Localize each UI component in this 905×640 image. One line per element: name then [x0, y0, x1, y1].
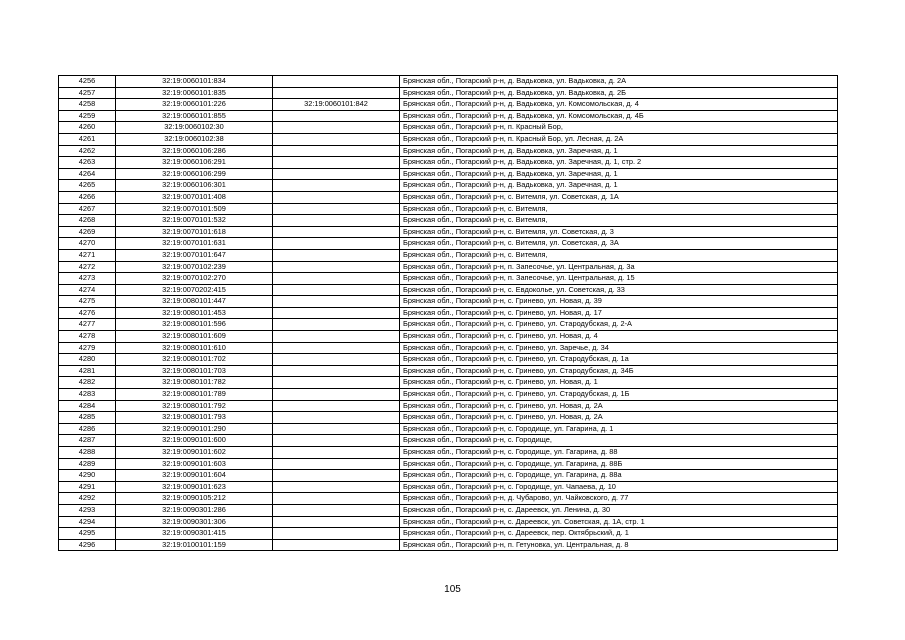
address-cell: Брянская обл., Погарский р-н, с. Гринево, ул. Новая, д. 2А [400, 412, 838, 424]
property-table-body [59, 76, 838, 551]
parent-cadastral-number-cell [273, 458, 400, 470]
parent-cadastral-number-cell [273, 504, 400, 516]
row-number-cell: 4257 [59, 87, 116, 99]
address-cell: Брянская обл., Погарский р-н, с. Гринево, ул. Стародубская, д. 1Б [400, 389, 838, 401]
address-cell: Брянская обл., Погарский р-н, с. Городище, ул. Гагарина, д. 1 [400, 423, 838, 435]
table-row [59, 191, 838, 203]
row-number-cell: 4285 [59, 412, 116, 424]
parent-cadastral-number-cell [273, 110, 400, 122]
cadastral-number-cell: 32:19:0060102:38 [116, 133, 273, 145]
cadastral-number-cell: 32:19:0060102:30 [116, 122, 273, 134]
cadastral-number-cell: 32:19:0070101:647 [116, 249, 273, 261]
table-row [59, 238, 838, 250]
table-row [59, 110, 838, 122]
row-number-cell: 4259 [59, 110, 116, 122]
address-cell: Брянская обл., Погарский р-н, д. Вадьковка, ул. Комсомольская, д. 4Б [400, 110, 838, 122]
table-row [59, 447, 838, 459]
table-row [59, 157, 838, 169]
table-row [59, 168, 838, 180]
address-cell: Брянская обл., Погарский р-н, п. Красный Бор, [400, 122, 838, 134]
row-number-cell: 4294 [59, 516, 116, 528]
cadastral-number-cell: 32:19:0070101:408 [116, 191, 273, 203]
address-cell: Брянская обл., Погарский р-н, д. Чубарово, ул. Чайковского, д. 77 [400, 493, 838, 505]
address-cell: Брянская обл., Погарский р-н, д. Вадьковка, ул. Заречная, д. 1 [400, 180, 838, 192]
parent-cadastral-number-cell [273, 412, 400, 424]
address-cell: Брянская обл., Погарский р-н, д. Вадьковка, ул. Заречная, д. 1 [400, 145, 838, 157]
address-cell: Брянская обл., Погарский р-н, с. Витемля, [400, 249, 838, 261]
row-number-cell: 4288 [59, 447, 116, 459]
row-number-cell: 4291 [59, 481, 116, 493]
cadastral-number-cell: 32:19:0060101:855 [116, 110, 273, 122]
parent-cadastral-number-cell [273, 122, 400, 134]
table-row [59, 470, 838, 482]
address-cell: Брянская обл., Погарский р-н, с. Гринево, ул. Новая, д. 17 [400, 307, 838, 319]
cadastral-number-cell: 32:19:0090301:415 [116, 528, 273, 540]
row-number-cell: 4265 [59, 180, 116, 192]
cadastral-number-cell: 32:19:0070101:631 [116, 238, 273, 250]
table-row [59, 504, 838, 516]
address-cell: Брянская обл., Погарский р-н, с. Дареевск, пер. Октябрьский, д. 1 [400, 528, 838, 540]
row-number-cell: 4266 [59, 191, 116, 203]
address-cell: Брянская обл., Погарский р-н, с. Гринево, ул. Заречье, д. 34 [400, 342, 838, 354]
table-row [59, 99, 838, 111]
table-row [59, 145, 838, 157]
parent-cadastral-number-cell [273, 76, 400, 88]
cadastral-number-cell: 32:19:0080101:610 [116, 342, 273, 354]
table-row [59, 389, 838, 401]
row-number-cell: 4287 [59, 435, 116, 447]
table-row [59, 493, 838, 505]
cadastral-number-cell: 32:19:0060106:286 [116, 145, 273, 157]
address-cell: Брянская обл., Погарский р-н, п. Красный Бор, ул. Лесная, д. 2А [400, 133, 838, 145]
address-cell: Брянская обл., Погарский р-н, д. Вадьковка, ул. Заречная, д. 1 [400, 168, 838, 180]
address-cell: Брянская обл., Погарский р-н, с. Городище, [400, 435, 838, 447]
address-cell: Брянская обл., Погарский р-н, с. Витемля, ул. Советская, д. 3А [400, 238, 838, 250]
cadastral-number-cell: 32:19:0060101:835 [116, 87, 273, 99]
cadastral-number-cell: 32:19:0080101:609 [116, 331, 273, 343]
table-row [59, 215, 838, 227]
parent-cadastral-number-cell [273, 238, 400, 250]
row-number-cell: 4269 [59, 226, 116, 238]
address-cell: Брянская обл., Погарский р-н, с. Гринево, ул. Новая, д. 4 [400, 331, 838, 343]
parent-cadastral-number-cell [273, 377, 400, 389]
cadastral-number-cell: 32:19:0080101:447 [116, 296, 273, 308]
table-row [59, 331, 838, 343]
cadastral-number-cell: 32:19:0080101:453 [116, 307, 273, 319]
parent-cadastral-number-cell [273, 516, 400, 528]
address-cell: Брянская обл., Погарский р-н, д. Вадьковка, ул. Комсомольская, д. 4 [400, 99, 838, 111]
table-row [59, 307, 838, 319]
cadastral-number-cell: 32:19:0070102:270 [116, 273, 273, 285]
address-cell: Брянская обл., Погарский р-н, д. Вадьковка, ул. Заречная, д. 1, стр. 2 [400, 157, 838, 169]
table-row [59, 365, 838, 377]
cadastral-number-cell: 32:19:0080101:782 [116, 377, 273, 389]
table-row [59, 481, 838, 493]
row-number-cell: 4258 [59, 99, 116, 111]
address-cell: Брянская обл., Погарский р-н, с. Гринево, ул. Новая, д. 39 [400, 296, 838, 308]
address-cell: Брянская обл., Погарский р-н, с. Гринево, ул. Стародубская, д. 1а [400, 354, 838, 366]
table-row [59, 342, 838, 354]
row-number-cell: 4276 [59, 307, 116, 319]
parent-cadastral-number-cell [273, 133, 400, 145]
address-cell: Брянская обл., Погарский р-н, с. Гринево, ул. Стародубская, д. 34Б [400, 365, 838, 377]
cadastral-number-cell: 32:19:0090101:600 [116, 435, 273, 447]
parent-cadastral-number-cell [273, 226, 400, 238]
address-cell: Брянская обл., Погарский р-н, с. Дареевск, ул. Советская, д. 1А, стр. 1 [400, 516, 838, 528]
cadastral-number-cell: 32:19:0090301:286 [116, 504, 273, 516]
table-row [59, 458, 838, 470]
row-number-cell: 4281 [59, 365, 116, 377]
address-cell: Брянская обл., Погарский р-н, с. Витемля, ул. Советская, д. 1А [400, 191, 838, 203]
parent-cadastral-number-cell [273, 157, 400, 169]
row-number-cell: 4292 [59, 493, 116, 505]
table-row [59, 249, 838, 261]
parent-cadastral-number-cell [273, 365, 400, 377]
table-row [59, 354, 838, 366]
address-cell: Брянская обл., Погарский р-н, с. Дареевск, ул. Ленина, д. 30 [400, 504, 838, 516]
address-cell: Брянская обл., Погарский р-н, с. Витемля, ул. Советская, д. 3 [400, 226, 838, 238]
table-row [59, 539, 838, 551]
row-number-cell: 4271 [59, 249, 116, 261]
page-number: 105 [444, 584, 461, 595]
parent-cadastral-number-cell [273, 249, 400, 261]
row-number-cell: 4280 [59, 354, 116, 366]
table-row [59, 423, 838, 435]
table-row [59, 284, 838, 296]
parent-cadastral-number-cell [273, 87, 400, 99]
cadastral-number-cell: 32:19:0090105:212 [116, 493, 273, 505]
table-row [59, 516, 838, 528]
table-row [59, 412, 838, 424]
address-cell: Брянская обл., Погарский р-н, п. Гетуновка, ул. Центральная, д. 8 [400, 539, 838, 551]
row-number-cell: 4296 [59, 539, 116, 551]
table-row [59, 226, 838, 238]
cadastral-number-cell: 32:19:0080101:792 [116, 400, 273, 412]
parent-cadastral-number-cell [273, 273, 400, 285]
address-cell: Брянская обл., Погарский р-н, п. Запесочье, ул. Центральная, д. 15 [400, 273, 838, 285]
parent-cadastral-number-cell [273, 307, 400, 319]
parent-cadastral-number-cell [273, 296, 400, 308]
cadastral-number-cell: 32:19:0080101:789 [116, 389, 273, 401]
table-row [59, 133, 838, 145]
row-number-cell: 4256 [59, 76, 116, 88]
row-number-cell: 4289 [59, 458, 116, 470]
row-number-cell: 4267 [59, 203, 116, 215]
row-number-cell: 4273 [59, 273, 116, 285]
parent-cadastral-number-cell [273, 389, 400, 401]
row-number-cell: 4277 [59, 319, 116, 331]
table-row [59, 122, 838, 134]
cadastral-number-cell: 32:19:0070101:509 [116, 203, 273, 215]
row-number-cell: 4283 [59, 389, 116, 401]
row-number-cell: 4286 [59, 423, 116, 435]
cadastral-number-cell: 32:19:0070202:415 [116, 284, 273, 296]
parent-cadastral-number-cell [273, 342, 400, 354]
row-number-cell: 4282 [59, 377, 116, 389]
row-number-cell: 4270 [59, 238, 116, 250]
row-number-cell: 4295 [59, 528, 116, 540]
table-row [59, 296, 838, 308]
cadastral-number-cell: 32:19:0090301:306 [116, 516, 273, 528]
table-row [59, 76, 838, 88]
parent-cadastral-number-cell [273, 447, 400, 459]
table-row [59, 435, 838, 447]
table-row [59, 203, 838, 215]
cadastral-number-cell: 32:19:0080101:702 [116, 354, 273, 366]
cadastral-number-cell: 32:19:0060101:226 [116, 99, 273, 111]
row-number-cell: 4261 [59, 133, 116, 145]
address-cell: Брянская обл., Погарский р-н, с. Гринево, ул. Новая, д. 1 [400, 377, 838, 389]
row-number-cell: 4260 [59, 122, 116, 134]
parent-cadastral-number-cell [273, 470, 400, 482]
parent-cadastral-number-cell [273, 168, 400, 180]
row-number-cell: 4293 [59, 504, 116, 516]
parent-cadastral-number-cell [273, 539, 400, 551]
parent-cadastral-number-cell [273, 319, 400, 331]
address-cell: Брянская обл., Погарский р-н, с. Витемля, [400, 215, 838, 227]
cadastral-number-cell: 32:19:0060101:834 [116, 76, 273, 88]
row-number-cell: 4284 [59, 400, 116, 412]
parent-cadastral-number-cell [273, 400, 400, 412]
cadastral-number-cell: 32:19:0090101:623 [116, 481, 273, 493]
cadastral-number-cell: 32:19:0060106:291 [116, 157, 273, 169]
parent-cadastral-number-cell: 32:19:0060101:842 [273, 99, 400, 111]
table-row [59, 87, 838, 99]
address-cell: Брянская обл., Погарский р-н, с. Городище, ул. Гагарина, д. 88а [400, 470, 838, 482]
row-number-cell: 4268 [59, 215, 116, 227]
cadastral-number-cell: 32:19:0080101:793 [116, 412, 273, 424]
row-number-cell: 4279 [59, 342, 116, 354]
cadastral-number-cell: 32:19:0090101:603 [116, 458, 273, 470]
table-row [59, 180, 838, 192]
parent-cadastral-number-cell [273, 180, 400, 192]
parent-cadastral-number-cell [273, 354, 400, 366]
address-cell: Брянская обл., Погарский р-н, д. Вадьковка, ул. Вадьковка, д. 2А [400, 76, 838, 88]
table-row [59, 400, 838, 412]
parent-cadastral-number-cell [273, 261, 400, 273]
address-cell: Брянская обл., Погарский р-н, с. Городище, ул. Чапаева, д. 10 [400, 481, 838, 493]
row-number-cell: 4275 [59, 296, 116, 308]
address-cell: Брянская обл., Погарский р-н, с. Гринево, ул. Стародубская, д. 2-А [400, 319, 838, 331]
cadastral-number-cell: 32:19:0070102:239 [116, 261, 273, 273]
parent-cadastral-number-cell [273, 331, 400, 343]
row-number-cell: 4262 [59, 145, 116, 157]
property-table [58, 75, 838, 551]
parent-cadastral-number-cell [273, 203, 400, 215]
cadastral-number-cell: 32:19:0060106:299 [116, 168, 273, 180]
address-cell: Брянская обл., Погарский р-н, с. Гринево, ул. Новая, д. 2А [400, 400, 838, 412]
parent-cadastral-number-cell [273, 493, 400, 505]
cadastral-number-cell: 32:19:0060106:301 [116, 180, 273, 192]
row-number-cell: 4278 [59, 331, 116, 343]
cadastral-number-cell: 32:19:0090101:604 [116, 470, 273, 482]
address-cell: Брянская обл., Погарский р-н, п. Запесочье, ул. Центральная, д. 3а [400, 261, 838, 273]
address-cell: Брянская обл., Погарский р-н, с. Городище, ул. Гагарина, д. 88 [400, 447, 838, 459]
row-number-cell: 4264 [59, 168, 116, 180]
cadastral-number-cell: 32:19:0080101:596 [116, 319, 273, 331]
cadastral-number-cell: 32:19:0090101:290 [116, 423, 273, 435]
cadastral-number-cell: 32:19:0070101:532 [116, 215, 273, 227]
cadastral-number-cell: 32:19:0070101:618 [116, 226, 273, 238]
parent-cadastral-number-cell [273, 481, 400, 493]
row-number-cell: 4272 [59, 261, 116, 273]
row-number-cell: 4290 [59, 470, 116, 482]
parent-cadastral-number-cell [273, 145, 400, 157]
table-row [59, 319, 838, 331]
row-number-cell: 4274 [59, 284, 116, 296]
table-row [59, 528, 838, 540]
parent-cadastral-number-cell [273, 191, 400, 203]
parent-cadastral-number-cell [273, 284, 400, 296]
row-number-cell: 4263 [59, 157, 116, 169]
address-cell: Брянская обл., Погарский р-н, с. Витемля, [400, 203, 838, 215]
table-row [59, 273, 838, 285]
cadastral-number-cell: 32:19:0090101:602 [116, 447, 273, 459]
table-row [59, 377, 838, 389]
address-cell: Брянская обл., Погарский р-н, д. Вадьковка, ул. Вадьковка, д. 2Б [400, 87, 838, 99]
cadastral-number-cell: 32:19:0080101:703 [116, 365, 273, 377]
parent-cadastral-number-cell [273, 423, 400, 435]
address-cell: Брянская обл., Погарский р-н, с. Городище, ул. Гагарина, д. 88Б [400, 458, 838, 470]
parent-cadastral-number-cell [273, 215, 400, 227]
cadastral-number-cell: 32:19:0100101:159 [116, 539, 273, 551]
parent-cadastral-number-cell [273, 528, 400, 540]
parent-cadastral-number-cell [273, 435, 400, 447]
address-cell: Брянская обл., Погарский р-н, с. Евдоколье, ул. Советская, д. 33 [400, 284, 838, 296]
table-row [59, 261, 838, 273]
